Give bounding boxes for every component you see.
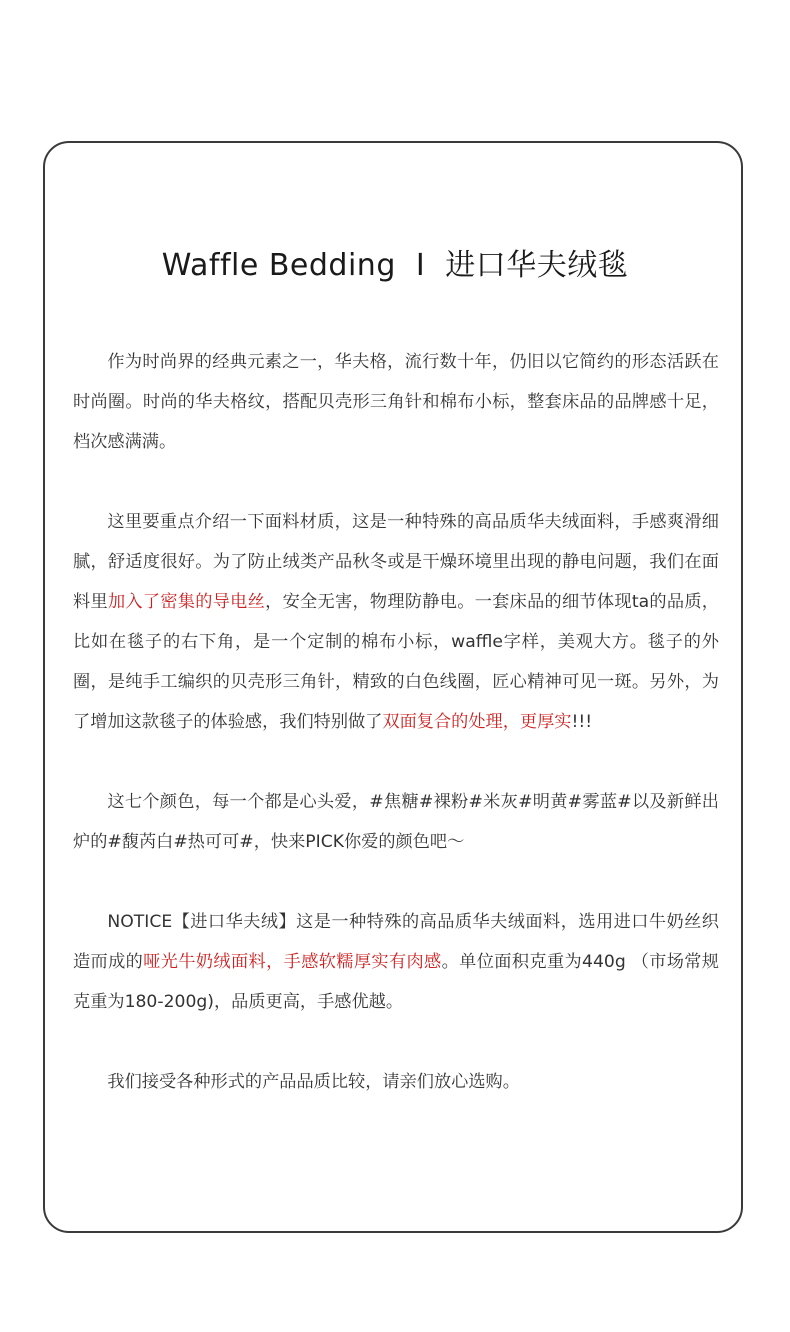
paragraph-fabric [73,502,719,742]
paragraph-notice [73,902,719,1022]
paragraph-intro [73,342,719,462]
paragraph-text: 这七个颜色，每一个都是心头爱，#焦糖#裸粉#米灰#明黄#雾蓝#以及新鲜出炉的#馥芮白#热可可#，快来PICK你爱的颜色吧～ [73,792,719,852]
title-chinese: 进口华夫绒毯 [445,248,629,283]
paragraph-text: 这里要重点介绍一下面料材质，这是一种特殊的高品质华夫绒面料，手感爽滑细腻，舒适度很好。为了防止绒类产品秋冬或是干燥环境里出现的静电问题，我们在面料里 [73,512,719,612]
title-english: Waffle Bedding [161,248,396,283]
paragraph-text: 。单位面积克重为440g （市场常规克重为180-200g)，品质更高，手感优越。 [73,952,719,1012]
highlight-text: 哑光牛奶绒面料，手感软糯厚实有肉感 [143,952,442,972]
page-title [0,246,790,286]
highlight-text: 加入了密集的导电丝 [107,592,266,612]
paragraph-colors [73,782,719,862]
highlight-text: 双面复合的处理，更厚实 [382,712,572,732]
title-separator: I [415,248,426,283]
paragraph-text: ，安全无害，物理防静电。一套床品的细节体现ta的品质，比如在毯子的右下角，是一个定制的棉布小标，waffle字样，美观大方。毯子的外圈，是纯手工编织的贝壳形三角针，精致的白色线圈，匠心精神可见一斑。另外，为了增加这款毯子的体验感，我们特别做了 [73,592,719,732]
paragraph-closing [73,1062,719,1102]
paragraph-text: 作为时尚界的经典元素之一，华夫格，流行数十年，仍旧以它简约的形态活跃在时尚圈。时尚的华夫格纹，搭配贝壳形三角针和棉布小标，整套床品的品牌感十足，档次感满满。 [73,352,719,452]
paragraph-text: 我们接受各种形式的产品品质比较，请亲们放心选购。 [107,1072,520,1092]
description-body [73,342,719,1142]
paragraph-text: !!! [571,712,593,732]
paragraph-text: NOTICE【进口华夫绒】这是一种特殊的高品质华夫绒面料，选用进口牛奶丝织造而成的 [73,912,719,972]
